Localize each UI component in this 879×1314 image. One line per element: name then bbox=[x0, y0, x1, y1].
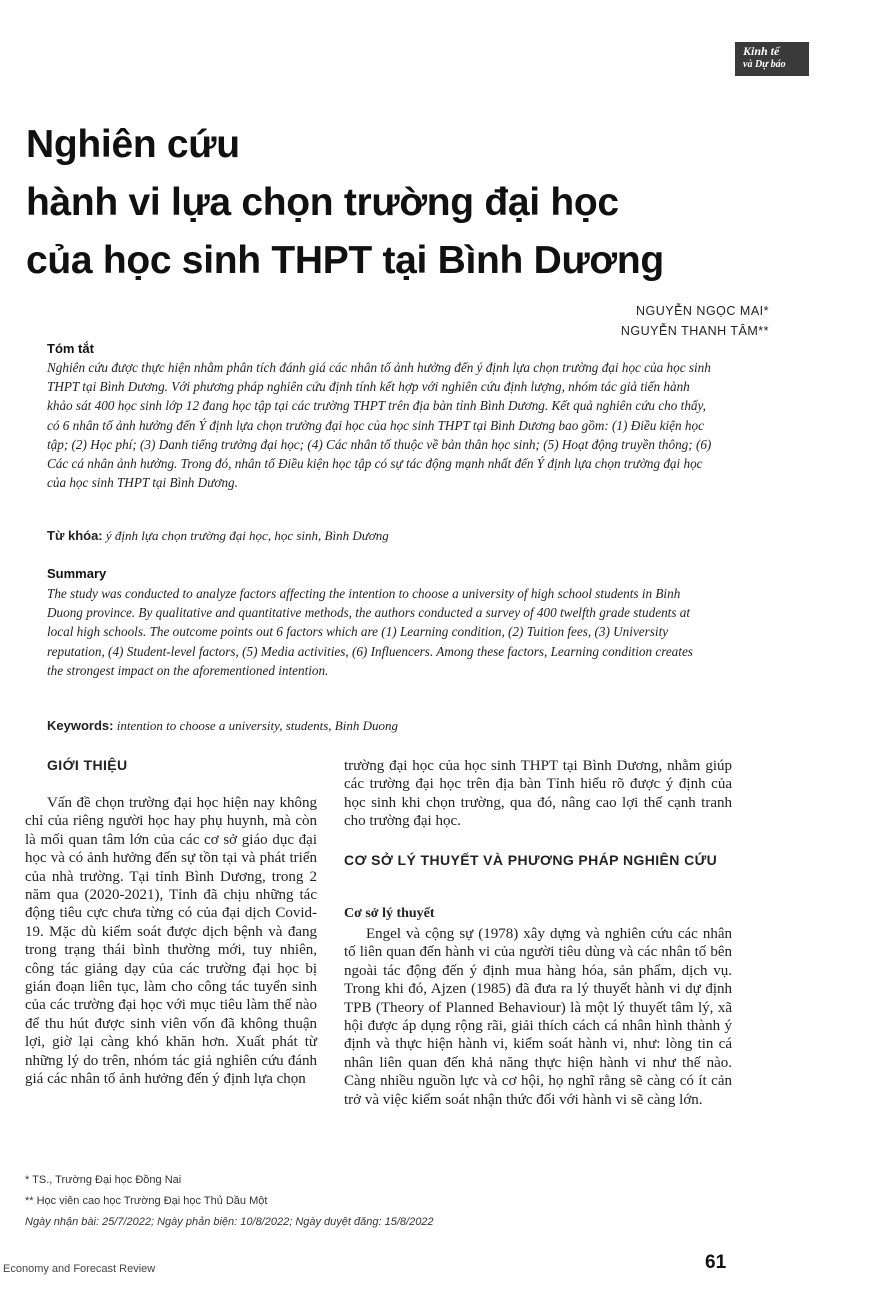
footnote-dates: Ngày nhận bài: 25/7/2022; Ngày phản biện: 10/8/2022; Ngày duyệt đăng: 15/8/2022 bbox=[25, 1216, 434, 1228]
keywords-vi-text: ý định lựa chọn trường đại học, học sinh, Bình Dương bbox=[105, 528, 389, 543]
author-name: NGUYỄN NGỌC MAI* bbox=[635, 304, 769, 318]
author-name: NGUYỄN THANH TÂM** bbox=[620, 324, 769, 338]
keywords-vi-label: Từ khóa: bbox=[47, 528, 103, 543]
journal-name: Economy and Forecast Review bbox=[3, 1263, 156, 1275]
article-title bbox=[26, 116, 846, 290]
keywords-en-text: intention to choose a university, students, Binh Duong bbox=[116, 718, 398, 733]
keywords-en-label: Keywords: bbox=[47, 718, 114, 733]
title-line: của học sinh THPT tại Bình Dương bbox=[26, 239, 664, 282]
abstract-en-text: The study was conducted to analyze factors affecting the intention to choose a university of high school students in Binh Duong province. By qualitative and quantitative methods, the authors conducted a survey of 400 twelfth grade students at local high schools. The outcome points out 6 factors which are (1) Learning condition, (2) Tuition fees, (3) University reputation, (4) Student-level factors, (5) Media activities, (6) Influencers. Among these factors, Learning condition creates the strongest impact on the aforementioned intention. bbox=[47, 586, 693, 678]
footnote-author1: * TS., Trường Đại học Đồng Nai bbox=[25, 1174, 182, 1186]
page-number: 61 bbox=[705, 1252, 727, 1273]
intro-continuation: trường đại học của học sinh THPT tại Bình Dương, nhằm giúp các trường đại học trên địa bàn Tỉnh hiểu rõ được ý định của học sinh khi chọn trường, qua đó, nâng cao lợi thế cạnh tranh cho trường đại học. bbox=[344, 758, 732, 830]
abstract-vi-label: Tóm tắt bbox=[47, 341, 94, 356]
keywords-vi bbox=[47, 528, 747, 544]
journal-badge bbox=[735, 42, 809, 76]
journal-badge-line1: Kinh tế bbox=[743, 44, 780, 58]
intro-paragraph: Vấn đề chọn trường đại học hiện nay không chỉ của riêng người học hay phụ huynh, mà còn là mối quan tâm lớn của các cơ sở giáo dục đại học và có ảnh hưởng đến sự tồn tại và phát triển của nhà trường. Tại tỉnh Bình Dương, trong 2 năm qua (2020-2021), Tỉnh đã chịu những tác động tiêu cực chưa từng có của đại dịch Covid-19. Mặc dù kiểm soát được dịch bệnh và đang trong trạng thái bình thường mới, tuy nhiên, công tác giảng dạy của các trường đại học bị gián đoạn liên tục, làm cho công tác tuyển sinh của các trường đại học với mục tiêu làm thế nào để thu hút được sinh viên vốn đã không thuận lợi, giờ lại càng khó khăn hơn. Xuất phát từ những lý do trên, nhóm tác giả nghiên cứu đánh giá các nhân tố ảnh hưởng đến ý định lựa chọn bbox=[25, 795, 317, 1088]
author-list bbox=[621, 301, 769, 341]
title-line: hành vi lựa chọn trường đại học bbox=[26, 181, 619, 224]
theory-paragraph: Engel và cộng sự (1978) xây dựng và nghiên cứu các nhân tố liên quan đến hành vi của người tiêu dùng và các nhân tố bên ngoài tác động đến ý định mua hàng hóa, sản phẩm, dịch vụ. Trong khi đó, Ajzen (1985) đã đưa ra lý thuyết hành vi dự định TPB (Theory of Planned Behaviour) là một lý thuyết tâm lý, xã hội được áp dụng rộng rãi, giải thích cách cá nhân hình thành ý định và thực hiện hành vi, kiểm soát hành vi, như: lòng tin cá nhân liên quan đến khả năng thực hiện hành vi như thế nào. Càng nhiều nguồn lực và cơ hội, họ nghĩ rằng sẽ càng có ít cản trở và việc kiểm soát nhận thức đối với hành vi sẽ càng lớn. bbox=[344, 926, 732, 1108]
theory-heading: CƠ SỞ LÝ THUYẾT VÀ PHƯƠNG PHÁP NGHIÊN CỨU bbox=[344, 852, 718, 868]
theory-subheading: Cơ sở lý thuyết bbox=[344, 906, 435, 921]
keywords-en bbox=[47, 718, 747, 734]
journal-badge-line2: và Dự báo bbox=[743, 59, 786, 70]
abstract-vi-text: Nghiên cứu được thực hiện nhằm phân tích đánh giá các nhân tố ảnh hưởng đến ý định lựa chọn trường đại học của học sinh THPT tại Bình Dương. Với phương pháp nghiên cứu định tính kết hợp với nghiên cứu định lượng, nhóm tác giả tiến hành khảo sát 400 học sinh lớp 12 đang học tập tại các trường THPT trên địa bàn tỉnh Bình Dương. Kết quả nghiên cứu cho thấy, có 6 nhân tố ảnh hưởng đến Ý định lựa chọn trường đại học của học sinh THPT tại Bình Dương bao gồm: (1) Điều kiện học tập; (2) Học phí; (3) Danh tiếng trường đại học; (4) Các nhân tố thuộc về bản thân học sinh; (5) Hoạt động truyền thông; (6) Các cá nhân ảnh hưởng. Trong đó, nhân tố Điều kiện học tập có sự tác động mạnh nhất đến Ý định lựa chọn trường đại học của học sinh THPT tại Bình Dương. bbox=[47, 360, 712, 491]
abstract-en-label: Summary bbox=[47, 566, 107, 581]
title-line: Nghiên cứu bbox=[26, 123, 240, 166]
intro-heading: GIỚI THIỆU bbox=[47, 757, 128, 773]
footnote-author2: ** Học viên cao học Trường Đại học Thủ Dầu Một bbox=[25, 1195, 268, 1207]
footnotes bbox=[25, 1170, 725, 1233]
